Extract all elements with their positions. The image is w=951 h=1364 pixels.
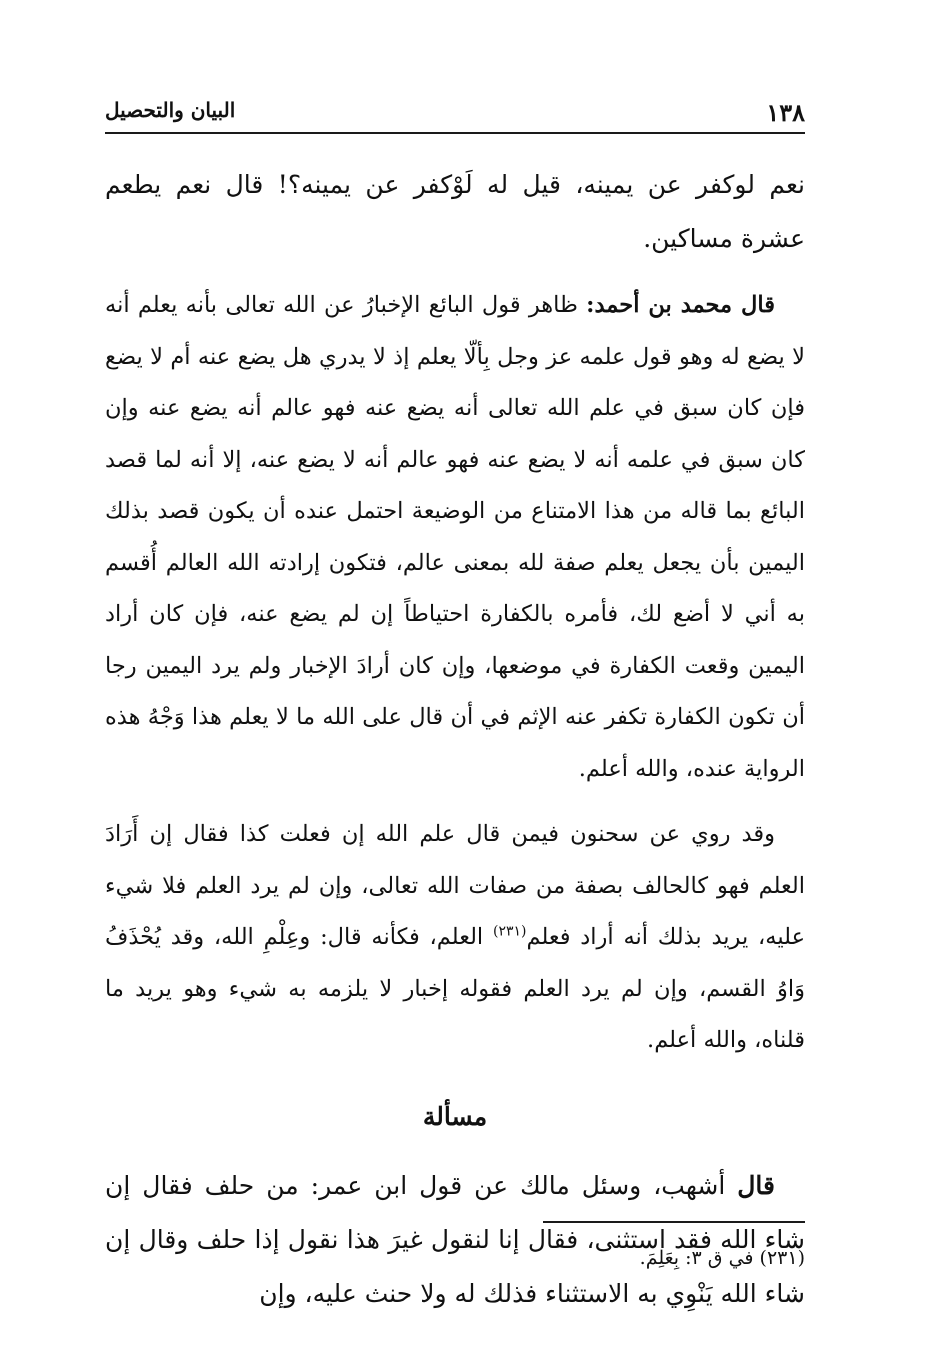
footnote: (٢٣١) في ق ٣: بِعَلِمَ.	[639, 1247, 805, 1269]
book-page	[105, 92, 805, 1312]
speaker-name: قال محمد بن أحمد:	[586, 292, 775, 318]
paragraph-4	[105, 1159, 805, 1321]
paragraph-1-text: نعم لوكفر عن يمينه، قيل له لَوْكفر عن يمينه؟! قال نعم يطعم عشرة مساكين.	[105, 170, 806, 253]
running-header	[105, 92, 805, 134]
page-number: ١٣٨	[766, 98, 805, 127]
paragraph-3-text-part1: وقد روي عن سحنون فيمن قال علم الله إن فعلت كذا فقال إن أَرَادَ العلم فهو كالحالف بصفة من صفات الله تعالى، وإن لم يرد العلم فلا شيء عليه، يريد بذلك أنه أراد فعلم	[105, 821, 805, 950]
section-heading: مسألة	[422, 1101, 488, 1131]
paragraph-3	[105, 809, 805, 1067]
paragraph-1	[105, 158, 805, 266]
speaker-name: قال	[737, 1170, 775, 1200]
paragraph-3-text-part2: العلم، فكأنه قال: وعِلْمِ الله، وقد يُحْذَفُ وَاوُ القسم، وإن لم يرد العلم فقوله إخبار لا يلزمه به شيء وهو يريد ما قلناه، والله أعلم.	[105, 924, 805, 1053]
body-text	[105, 158, 805, 1321]
paragraph-4-text: أشهب، وسئل مالك عن قول ابن عمر: من حلف فقال إن شاء الله فقد استثنى، فقال إنا لنقول غيرَ هذا نقول إذا حلف وقال إن شاء الله يَنْوِي به الاستثناء فذلك له ولا حنث عليه، وإن	[105, 1170, 805, 1308]
book-title: البيان والتحصيل	[105, 98, 236, 122]
footnote-reference[interactable]: (٢٣١)	[492, 923, 527, 940]
paragraph-2	[105, 280, 805, 795]
footnote-divider	[543, 1221, 805, 1223]
paragraph-2-text: ظاهر قول البائع الإخبارُ عن الله تعالى بأنه يعلم أنه لا يضع له وهو قول علمه عز وجل بِألّا يعلم إذ لا يدري هل يضع عنه أم لا يضع فإن كان سبق في علم الله تعالى أنه يضع عنه فهو عالم أنه يضع عنه وإن كان سبق في علمه أنه لا يضع عنه فهو عالم أنه لا يضع عنه، إلا أنه لما قصد البائع بما قاله من هذا الامتناع من الوضيعة احتمل عنده أن يكون قصد بذلك اليمين بأن يجعل يعلم صفة لله بمعنى عالم، فتكون إرادته الله العالم أُقسم به أني لا أضع لك، فأمره بالكفارة احتياطاً إن لم يضع عنه، فإن كان أراد اليمين وقعت الكفارة في موضعها، وإن كان أرادَ الإخبار ولم يرد اليمين رجا أن تكون الكفارة تكفر عنه الإثم في أن قال على الله ما لا يعلم هذا وَجْهُ هذه الرواية عنده، والله أعلم.	[105, 292, 806, 782]
